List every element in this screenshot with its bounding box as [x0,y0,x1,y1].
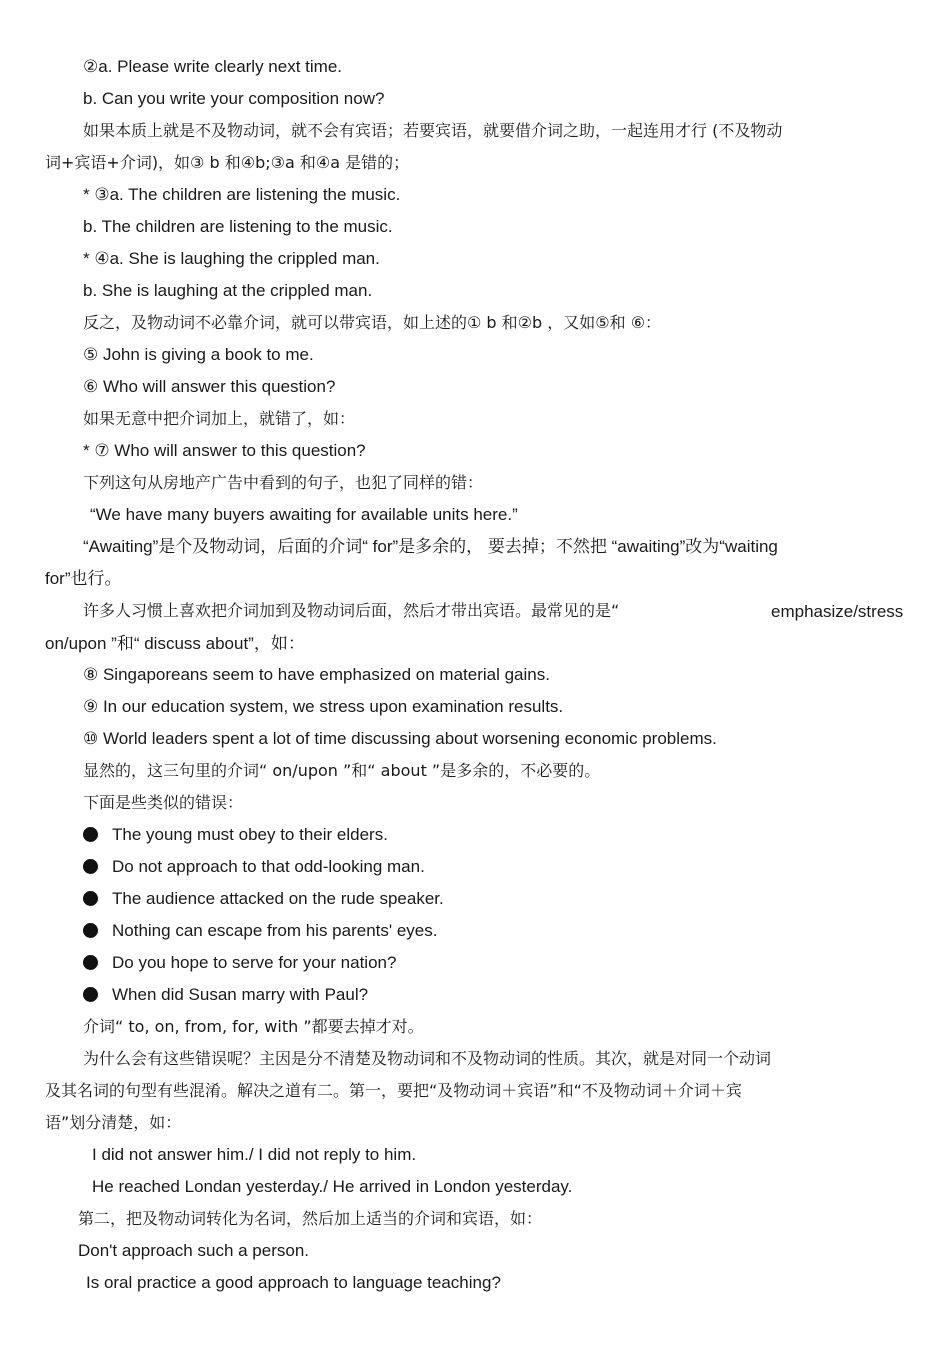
paragraph-mistake: 如果无意中把介词加上，就错了，如： [83,409,356,428]
list-item-text: Do you hope to serve for your nation? [112,953,397,972]
paragraph-habit: 许多人习惯上喜欢把介词加到及物动词后面，然后才带出宾语。最常见的是“ [83,601,620,620]
paragraph-habit-cont: on/upon ”和“ discuss about”，如： [45,634,305,653]
example-10: ⑩ World leaders spent a lot of time discussing about worsening economic problems. [83,729,717,748]
example-2b: b. Can you write your composition now? [83,89,385,108]
example-4a: * ④a. She is laughing the crippled man. [83,249,380,268]
paragraph-intransitive: 如果本质上就是不及物动词，就不会有宾语；若要宾语，就要借介词之助，一起连用才行 (不及物动 [83,121,783,140]
example-reached-arrived: He reached Londan yesterday./ He arrived in London yesterday. [92,1177,573,1196]
example-4b: b. She is laughing at the crippled man. [83,281,373,300]
paragraph-intransitive-cont: 词+宾语+介词)，如③ b 和④b;③a 和④a 是错的； [45,153,410,172]
list-item-text: The audience attacked on the rude speaker. [112,889,444,908]
paragraph-redundant: 显然的，这三句里的介词“ on/upon ”和“ about ”是多余的，不必要的。 [83,761,601,780]
list-item-text: The young must obey to their elders. [112,825,388,844]
paragraph-reason: 为什么会有这些错误呢？主因是分不清楚及物动词和不及物动词的性质。其次，就是对同一个动词 [83,1049,772,1068]
bullet-icon [83,923,98,938]
example-8: ⑧ Singaporeans seem to have emphasized on material gains. [83,665,550,684]
bullet-icon [83,955,98,970]
paragraph-awaiting-cont: for”也行。 [45,569,122,588]
paragraph-awaiting: “Awaiting”是个及物动词，后面的介词“ for”是多余的， 要去掉；不然把 “awaiting”改为“waiting [83,537,778,556]
list-item [83,856,425,878]
quote-real-estate: “We have many buyers awaiting for available units here.” [90,505,518,524]
example-approach-verb: Don't approach such a person. [78,1241,310,1260]
example-5: ⑤ John is giving a book to me. [83,345,314,364]
list-item-text: Nothing can escape from his parents' eyes. [112,921,438,940]
example-3b: b. The children are listening to the music. [83,217,393,236]
example-9: ⑨ In our education system, we stress upon examination results. [83,697,564,716]
list-item [83,824,388,846]
paragraph-reason-cont-2: 语”划分清楚，如： [45,1113,182,1132]
example-answer-reply: I did not answer him./ I did not reply to him. [92,1145,417,1164]
paragraph-reason-cont-1: 及其名词的句型有些混淆。解决之道有二。第一，要把“及物动词＋宾语”和“不及物动词＋介词＋宾 [45,1081,742,1100]
list-item [83,984,368,1006]
paragraph-habit-term: emphasize/stress [771,602,904,621]
list-item-text: When did Susan marry with Paul? [112,985,369,1004]
paragraph-real-estate: 下列这句从房地产广告中看到的句子，也犯了同样的错： [83,473,484,492]
paragraph-remove-prepositions: 介词“ to, on, from, for, with ”都要去掉才对。 [83,1017,424,1036]
list-item [83,920,437,942]
bullet-icon [83,987,98,1002]
bullet-icon [83,827,98,842]
bullet-icon [83,891,98,906]
example-3a: * ③a. The children are listening the music. [83,185,401,204]
paragraph-similar-errors: 下面是些类似的错误： [83,793,244,812]
bullet-icon [83,859,98,874]
example-approach-noun: Is oral practice a good approach to language teaching? [86,1273,501,1292]
list-item [83,888,444,910]
list-item [83,952,396,974]
paragraph-second-method: 第二，把及物动词转化为名词，然后加上适当的介词和宾语，如： [78,1209,543,1228]
example-7: * ⑦ Who will answer to this question? [83,441,366,460]
paragraph-transitive: 反之，及物动词不必靠介词，就可以带宾语，如上述的① b 和②b ，又如⑤和 ⑥： [83,313,662,332]
list-item-text: Do not approach to that odd-looking man. [112,857,425,876]
example-6: ⑥ Who will answer this question? [83,377,336,396]
example-2a: ②a. Please write clearly next time. [83,57,343,76]
